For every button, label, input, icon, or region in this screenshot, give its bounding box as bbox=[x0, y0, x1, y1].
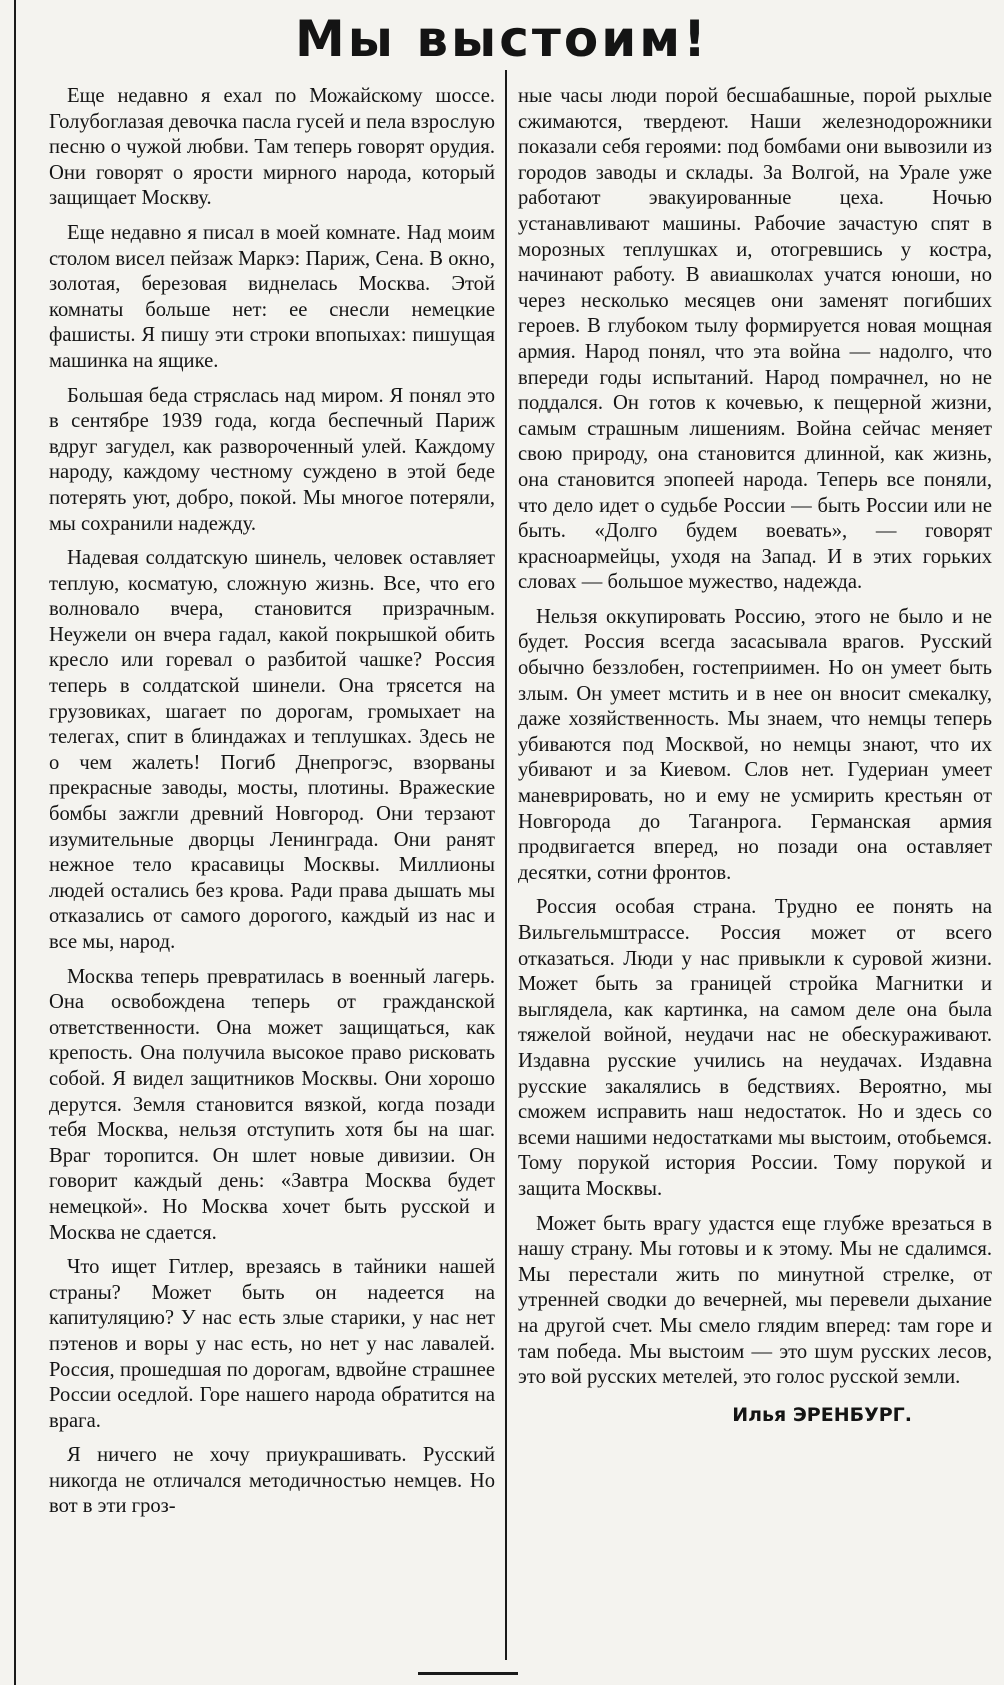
paragraph: Еще недавно я писал в моей комнате. Над моим столом висел пейзаж Маркэ: Париж, Сена. В окно, золотая, березовая виднелась Москва. Этой комнаты больше нет: ее снесли немецкие фашисты. Я пишу эти строки впопыхах: пишущая машинка на ящике. bbox=[49, 221, 495, 372]
paragraph: Я ничего не хочу приукрашивать. Русский никогда не отличался методичностью немцев. Но вот в эти гроз- bbox=[49, 1444, 495, 1518]
footer-rule bbox=[418, 1672, 518, 1675]
paragraph: Надевая солдатскую шинель, человек оставляет теплую, косматую, сложную жизнь. Все, что его волновало вчера, становится призрачным. Неужели он вчера гадал, какой покрышкой обить кресло или горевал о разбитой чашке? Россия теперь в солдатской шинели. Она трясется на грузовиках, шагает по дорогам, громыхает на телегах, спит в блиндажах и теплушках. Здесь не о чем жалеть! Погиб Днепрогэс, взорваны прекрасные заводы, мосты, плотины. Вражеские бомбы зажгли древний Новгород. Они терзают изумительные дворцы Ленинграда. Они ранят нежное тело красавицы Москвы. Миллионы людей остались без крова. Ради права дышать мы отказались от самого дорогого, каждый из нас и все мы, народ. bbox=[49, 547, 495, 953]
left-column bbox=[49, 84, 495, 1529]
paragraph: Что ищет Гитлер, врезаясь в тайники нашей страны? Может быть он надеется на капитуляцию? У нас есть злые старики, у нас нет пэтенов и воры у нас есть, но нет у нас лавалей. Россия, прошедшая по дорогам, вдвойне страшнее России оседлой. Горе нашего народа обратится на врага. bbox=[49, 1256, 495, 1432]
column-divider bbox=[505, 70, 507, 1660]
author-signature: Илья ЭРЕНБУРГ. bbox=[732, 1403, 912, 1426]
paragraph: Нельзя оккупировать Россию, этого не было и не будет. Россия всегда засасывала врагов. Русский обычно беззлобен, гостеприимен. Но он умеет быть злым. Он умеет мстить и в нее он вносит смекалку, даже хозяйственность. Мы знаем, что немцы теперь убиваются под Москвой, но немцы знают, что их убивают и за Киевом. Слов нет. Гудериан умеет маневрировать, но и ему не усмирить крестьян от Новгорода до Таганрога. Германская армия продвигается вперед, но позади она оставляет десятки, сотни фронтов. bbox=[518, 605, 992, 884]
paragraph: Может быть врагу удастся еще глубже врезаться в нашу страну. Мы готовы и к этому. Мы не сдалимся. Мы перестали жить по минутной стрелке, от утренней сводки до вечерней, мы перевели дыхание на другой счет. Мы смело глядим вперед: там горе и там победа. Мы выстоим — это шум русских лесов, это вой русских метелей, это голос русской земли. bbox=[518, 1212, 992, 1389]
paragraph: Большая беда стряслась над миром. Я понял это в сентябре 1939 года, когда беспечный Париж вдруг загудел, как развороченный улей. Каждому народу, каждому честному суждено в этой беде потерять уют, добро, покой. Мы многое потеряли, мы сохранили надежду. bbox=[49, 384, 495, 535]
headline: Мы выстоим! bbox=[295, 10, 709, 68]
left-margin-rule bbox=[14, 0, 16, 1685]
paragraph: Москва теперь превратилась в военный лагерь. Она освобождена теперь от гражданской ответственности. Она может защищаться, как крепость. Она получила высокое право рисковать собой. Я видел защитников Москвы. Они хорошо дерутся. Земля становится вязкой, когда позади тебя Москва, нельзя отступить хотя бы на шаг. Враг торопится. Он шлет новые дивизии. Он говорит каждый день: «Завтра Москва будет немецкой». Но Москва хочет быть русской и Москва не сдается. bbox=[49, 965, 495, 1244]
paragraph: Еще недавно я ехал по Можайскому шоссе. Голубоглазая девочка пасла гусей и пела взрослую песню о чужой любви. Там теперь говорят орудия. Они говорят о ярости мирного народа, который защищает Москву. bbox=[49, 85, 495, 210]
paragraph: ные часы люди порой бесшабашные, порой рыхлые сжимаются, твердеют. Наши железнодорожники показали себя героями: под бомбами они вывозили из городов заводы и склады. За Волгой, на Урале уже работают эвакуированные цеха. Ночью устанавливают машины. Рабочие зачастую спят в морозных теплушках и, отогревшись у костра, начинают работу. В авиашколах учатся юноши, но через несколько месяцев они заменят погибших героев. В глубоком тылу формируется новая мощная армия. Народ понял, что эта война — надолго, что впереди годы испытаний. Народ помрачнел, но не поддался. Он готов к кочевью, к пещерной жизни, самым страшным лишениям. Война сейчас меняет свою природу, она становится длинной, как жизнь, она становится эпопеей народа. Теперь все поняли, что дело идет о судьбе России — быть России или не быть. «Долго будем воевать», — говорят красноармейцы, уходя на Запад. И в этих горьких словах — большое мужество, надежда. bbox=[518, 85, 992, 594]
paragraph: Россия особая страна. Трудно ее понять на Вильгельмштрассе. Россия может от всего отказаться. Люди у нас привыкли к суровой жизни. Может быть за границей стройка Магнитки и выглядела, как картинка, на самом деле она была тяжелой войной, неудачи нас не обескураживают. Издавна русские учились на неудачах. Издавна русские закалялись в бедствиях. Вероятно, мы сможем исправить наш недостаток. Но и здесь со всеми нашими недостатками мы выстоим, отобьемся. Тому порукой история России. Тому порукой и защита Москвы. bbox=[518, 896, 992, 1200]
right-column bbox=[518, 84, 992, 1428]
